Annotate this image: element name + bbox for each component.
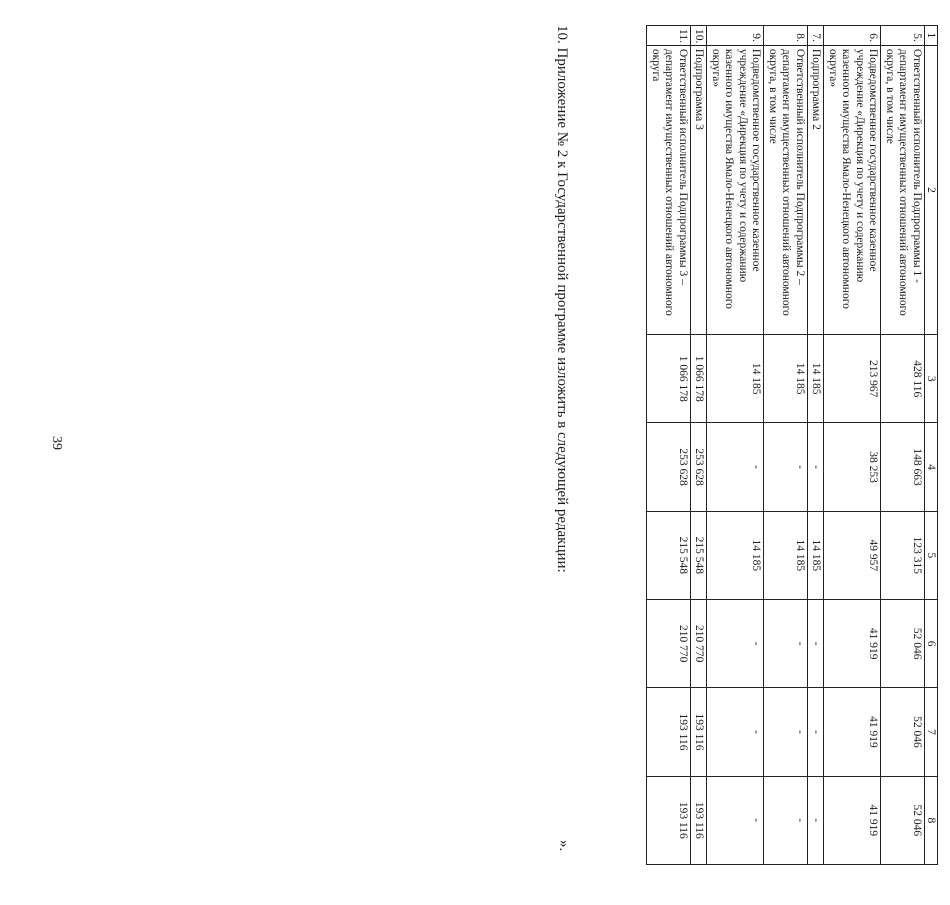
table-row bbox=[707, 26, 764, 865]
header-cell: 5 bbox=[925, 511, 938, 599]
value-cell: - bbox=[707, 776, 764, 864]
value-cell: - bbox=[707, 600, 764, 688]
value-cell: 41 919 bbox=[824, 688, 881, 776]
row-name: Подпрограмма 3 bbox=[691, 45, 708, 334]
value-cell: 41 919 bbox=[824, 776, 881, 864]
value-cell: 14 185 bbox=[764, 335, 808, 423]
appendix-paragraph: 10. Приложение № 2 к Государственной программе изложить в следующей редакции: bbox=[554, 25, 570, 573]
table-row bbox=[808, 26, 825, 865]
value-cell: 193 116 bbox=[647, 688, 691, 776]
value-cell: 52 046 bbox=[881, 600, 925, 688]
table-row bbox=[647, 26, 691, 865]
row-name: Ответственный исполнитель Подпрограммы 1 - департамент имущественных отношений автономного округа, в том числе bbox=[881, 45, 925, 334]
value-cell: 148 663 bbox=[881, 423, 925, 511]
rotated-page-content bbox=[540, 0, 950, 862]
table-row bbox=[764, 26, 808, 865]
value-cell: 253 628 bbox=[691, 423, 708, 511]
header-cell: 7 bbox=[925, 688, 938, 776]
table-row bbox=[881, 26, 925, 865]
header-cell: 1 bbox=[925, 26, 938, 46]
value-cell: - bbox=[764, 688, 808, 776]
value-cell: 14 185 bbox=[808, 335, 825, 423]
value-cell: - bbox=[808, 600, 825, 688]
table-row bbox=[691, 26, 708, 865]
row-name: Подведомственное государственное казенное учреждение «Дирекция по учету и содержанию казенного имущества Ямало-Ненецкого автономного округа» bbox=[824, 45, 881, 334]
row-name: Подпрограмма 2 bbox=[808, 45, 825, 334]
value-cell: - bbox=[808, 423, 825, 511]
value-cell: 49 957 bbox=[824, 511, 881, 599]
row-number: 7. bbox=[808, 26, 825, 46]
value-cell: 14 185 bbox=[707, 335, 764, 423]
header-cell: 8 bbox=[925, 776, 938, 864]
row-number: 9. bbox=[707, 26, 764, 46]
header-cell: 2 bbox=[925, 45, 938, 334]
row-number: 5. bbox=[881, 26, 925, 46]
value-cell: 41 919 bbox=[824, 600, 881, 688]
value-cell: 14 185 bbox=[764, 511, 808, 599]
value-cell: - bbox=[764, 423, 808, 511]
value-cell: 193 116 bbox=[647, 776, 691, 864]
row-number: 6. bbox=[824, 26, 881, 46]
value-cell: 428 116 bbox=[881, 335, 925, 423]
header-cell: 4 bbox=[925, 423, 938, 511]
value-cell: 14 185 bbox=[808, 511, 825, 599]
value-cell: 52 046 bbox=[881, 776, 925, 864]
value-cell: 123 315 bbox=[881, 511, 925, 599]
page-number: 39 bbox=[49, 436, 64, 450]
value-cell: - bbox=[707, 688, 764, 776]
header-cell: 6 bbox=[925, 600, 938, 688]
value-cell: - bbox=[808, 688, 825, 776]
value-cell: - bbox=[707, 423, 764, 511]
row-name: Ответственный исполнитель Подпрограммы 3 – департамент имущественных отношений автономного округа bbox=[647, 45, 691, 334]
value-cell: 38 253 bbox=[824, 423, 881, 511]
value-cell: 253 628 bbox=[647, 423, 691, 511]
value-cell: 1 066 178 bbox=[691, 335, 708, 423]
value-cell: 213 967 bbox=[824, 335, 881, 423]
row-number: 8. bbox=[764, 26, 808, 46]
row-name: Ответственный исполнитель Подпрограммы 2 – департамент имущественных отношений автономного округа, в том числе bbox=[764, 45, 808, 334]
value-cell: 210 770 bbox=[647, 600, 691, 688]
value-cell: 193 116 bbox=[691, 776, 708, 864]
row-number: 10. bbox=[691, 26, 708, 46]
value-cell: 1 066 178 bbox=[647, 335, 691, 423]
closing-quote: ». bbox=[556, 840, 572, 852]
value-cell: - bbox=[764, 776, 808, 864]
value-cell: 14 185 bbox=[707, 511, 764, 599]
value-cell: - bbox=[764, 600, 808, 688]
value-cell: 210 770 bbox=[691, 600, 708, 688]
value-cell: 215 548 bbox=[647, 511, 691, 599]
row-number: 11. bbox=[647, 26, 691, 46]
value-cell: - bbox=[808, 776, 825, 864]
budget-table bbox=[647, 25, 939, 865]
value-cell: 193 116 bbox=[691, 688, 708, 776]
table-header-row bbox=[925, 26, 938, 865]
header-cell: 3 bbox=[925, 335, 938, 423]
value-cell: 215 548 bbox=[691, 511, 708, 599]
row-name: Подведомственное государственное казенное учреждение «Дирекция по учету и содержанию казенного имущества Ямало-Ненецкого автономного округа» bbox=[707, 45, 764, 334]
value-cell: 52 046 bbox=[881, 688, 925, 776]
table-row bbox=[824, 26, 881, 865]
